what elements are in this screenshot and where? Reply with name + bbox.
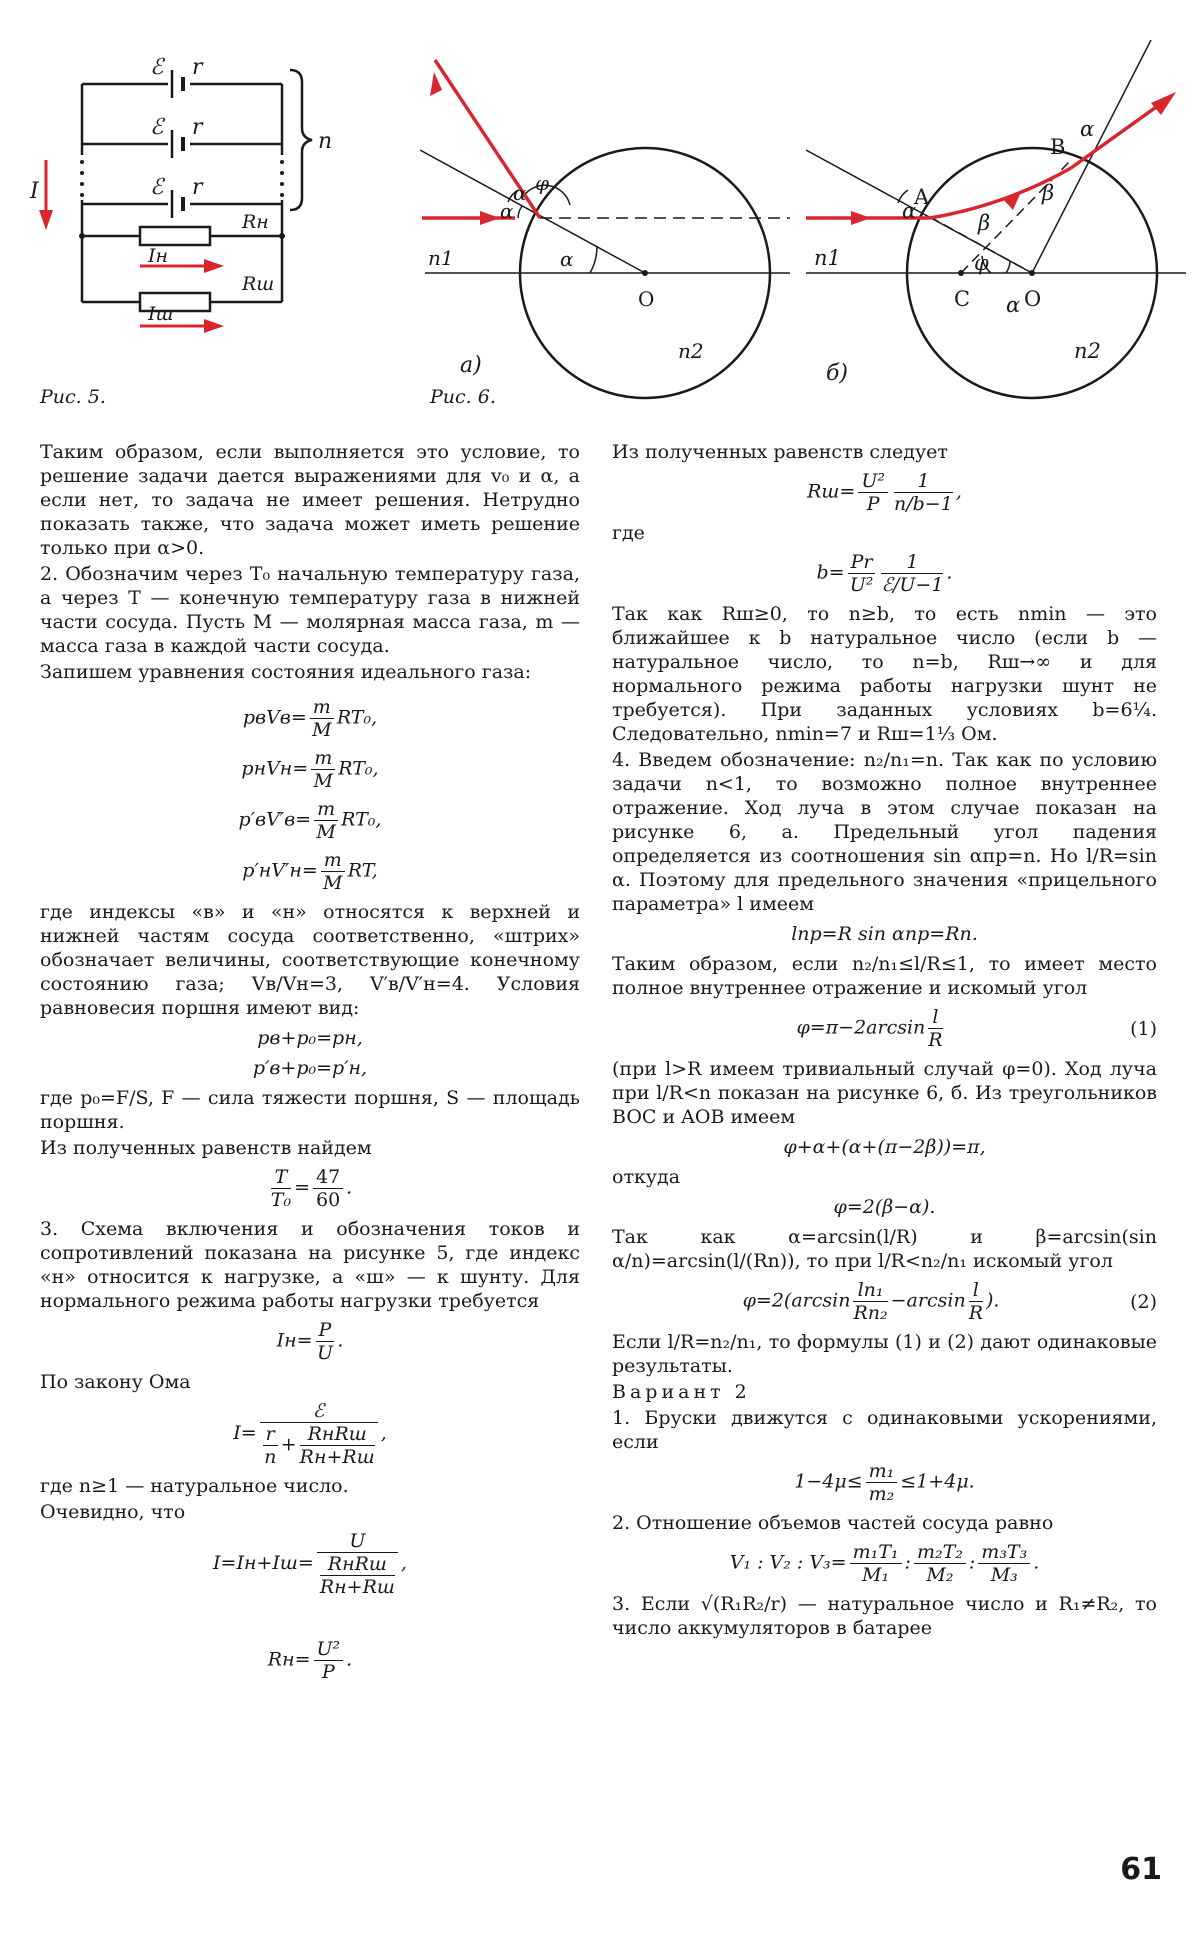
figure-5-circuit: [20, 20, 400, 440]
eq-state-4: p′нV′н= $\frac{m}{M}$ RT,: [242, 849, 378, 894]
beta-label-1: β: [978, 211, 991, 235]
figure-6b-refraction: [806, 40, 1186, 420]
beta-label-2: β: [1042, 181, 1055, 205]
eq-state-3: p′вV′в= $\frac{m}{M}$ RT₀,: [238, 798, 382, 843]
eq-l-limit: lпр=R sin αпр=Rn.: [791, 923, 978, 945]
eq-Rn: Rн= $\frac{\text{U²}}{P}$ .: [267, 1638, 353, 1683]
left-column: [40, 440, 580, 1689]
eq-phi: φ=2(β−α).: [833, 1196, 936, 1218]
eq-current-sum: I=Iн+Iш= $\frac{U}{\frac{\text{RнRш}}{Rн+Rш}}$ ,: [213, 1530, 407, 1598]
B-label: B: [1050, 135, 1066, 159]
alpha-label-b2: α: [1080, 117, 1095, 141]
emf-label-3: ℰ: [150, 175, 164, 200]
figure-6a-refraction: [420, 40, 790, 420]
left-p2: 2. Обозначим через T₀ начальную температуру газа, а через T — конечную температуру газа в нижней части сосуда. Пусть M — молярная масса газа, m — масса газа в каждой части сосуда.: [40, 563, 580, 657]
fig6b-label: б): [826, 361, 849, 386]
Rn-label: Rн: [242, 211, 269, 233]
eq-Rsh: Rш= $\frac{\text{U²}}{P}$ $\frac{1}{n/b-1}$ ,: [807, 470, 962, 515]
emf-label-1: ℰ: [150, 55, 164, 80]
left-p5: где p₀=F/S, F — сила тяжести поршня, S — площадь поршня.: [40, 1087, 580, 1133]
current-I-label: I: [30, 179, 39, 204]
eq-ohm: I= ℰ $\frac{r}{n}$ + $\frac{\text{RнRш}}{Rн+Rш}$ ,: [233, 1400, 387, 1468]
n2-label: n2: [678, 339, 704, 363]
fig6a-label: а): [460, 353, 482, 378]
eq-mass-ratio: 1−4μ≤ $\frac{\text{m₁}}{\text{m₂}}$ ≤1+4μ.: [794, 1460, 975, 1505]
right-p3: Так как Rш≥0, то n≥b, то есть nmin — это ближайшее к b натуральное число (если b — натуральное число, то n=b, Rш→∞ и для нормального режима работы нагрузки шунт не требуется). При заданных условиях b=6¼. Следовательно, nmin=7 и Rш=1⅓ Ом.: [612, 603, 1157, 745]
right-p8: Так как α=arcsin(l/R) и β=arcsin(sin α/n)=arcsin(l/(Rn)), то при l/R<n₂/n₁ искомый угол: [612, 1226, 1157, 1272]
right-p1: Из полученных равенств следует: [612, 441, 948, 463]
left-p7: 3. Схема включения и обозначения токов и сопротивлений показана на рисунке 5, где индекс «н» относится к нагрузке, а «ш» — к шунту. Для нормального режима работы нагрузки требуется: [40, 1218, 580, 1312]
left-p3: Запишем уравнения состояния идеального газа:: [40, 661, 532, 683]
figure-5-caption: Рис. 5.: [40, 386, 106, 408]
eq-balance-1: pв+p₀=pн,: [257, 1027, 363, 1049]
right-p2: где: [612, 522, 645, 544]
right-p9: Если l/R=n₂/n₁, то формулы (1) и (2) дают одинаковые результаты.: [612, 1331, 1157, 1377]
n-label: n: [318, 129, 333, 154]
Rsh-label: Rш: [242, 273, 275, 295]
eq-volume-ratio: V₁ : V₂ : V₃= $\frac{\text{m₁T₁}}{\text{M₁}}$ : $\frac{\text{m₂T₂}}{\text{M₂}}$ : $\frac{\text{m₃T₃}}{\text{M₃}}$ .: [729, 1541, 1040, 1586]
right-p12: 3. Если √(R₁R₂/r) — натуральное число и R₁≠R₂, то число аккумуляторов в батарее: [612, 1593, 1157, 1639]
left-p6: Из полученных равенств найдем: [40, 1137, 372, 1159]
alpha-label-3: α: [500, 199, 514, 223]
eq-triangle: φ+α+(α+(π−2β))=π,: [783, 1136, 986, 1158]
r-label-1: r: [192, 55, 203, 80]
page-number: 61: [1120, 1852, 1162, 1887]
left-p10: Очевидно, что: [40, 1501, 186, 1523]
left-p9: где n≥1 — натуральное число.: [40, 1475, 349, 1497]
eq-balance-2: p′в+p₀=p′н,: [252, 1057, 368, 1079]
right-p10: 1. Бруски движутся с одинаковыми ускорениями, если: [612, 1407, 1157, 1453]
alpha-label-b3: α: [1006, 293, 1021, 317]
left-p1: Таким образом, если выполняется это условие, то решение задачи дается выражениями для v₀ и α, а если нет, то задача не имеет решения. Нетрудно показать также, что задача может иметь решение только при α>0.: [40, 441, 580, 559]
right-column: [612, 440, 1157, 1642]
alpha-label-1: α: [560, 247, 574, 271]
r-label-3: r: [192, 175, 203, 200]
A-label: A: [914, 185, 930, 209]
right-p11: 2. Отношение объемов частей сосуда равно: [612, 1512, 1054, 1534]
eq-temp-ratio: $\frac{T}{\text{T₀}}$ = $\frac{47}{60}$ .: [270, 1166, 353, 1211]
right-p5: Таким образом, если n₂/n₁≤l/R≤1, то имеет место полное внутреннее отражение и искомый угол: [612, 953, 1157, 999]
n1-label-b: n1: [814, 246, 841, 270]
eq-state-1: pвVв= $\frac{m}{M}$ RT₀,: [242, 696, 378, 741]
phi-label: φ: [535, 171, 550, 195]
O-label: O: [638, 287, 655, 311]
right-p4: 4. Введем обозначение: n₂/n₁=n. Так как по условию задачи n<1, то возможно полное внутреннее отражение. Ход луча в этом случае показан на рисунке 6, а. Предельный угол падения определяется из соотношения sin αпр=n. Но l/R=sin α. Поэтому для предельного значения «прицельного параметра» l имеем: [612, 749, 1157, 915]
eq-b: b= $\frac{Pr}{\text{U²}}$ $\frac{1}{\text{ℰ/U−1}}$ .: [816, 551, 953, 596]
variant-heading: Вариант 2: [612, 1381, 751, 1403]
Ish-label: Iш: [148, 303, 174, 325]
left-p4: где индексы «в» и «н» относятся к верхней и нижней частям сосуда соответственно, «штрих» обозначает величины, соответствующие конечному состоянию газа; Vв/Vн=3, V′в/V′н=4. Условия равновесия поршня имеют вид:: [40, 901, 580, 1019]
alpha-label-2: α: [513, 181, 527, 205]
eq-In: Iн= $\frac{P}{U}$ .: [276, 1319, 344, 1364]
C-label: C: [954, 287, 971, 311]
left-p8: По закону Ома: [40, 1371, 191, 1393]
emf-label-2: ℰ: [150, 115, 164, 140]
eq-formula-2: φ=2(arcsin $\frac{\text{ln₁}}{\text{Rn₂}}$ −arcsin $\frac{l}{R}$ ). (2): [742, 1279, 1157, 1324]
eq-state-2: pнVн= $\frac{m}{M}$ RT₀,: [241, 747, 379, 792]
n1-label: n1: [428, 246, 454, 270]
In-label: Iн: [148, 245, 169, 267]
right-p7: откуда: [612, 1166, 681, 1188]
figure-6-caption: Рис. 6.: [430, 386, 496, 408]
alpha-label-b1: α: [902, 199, 917, 223]
right-p6: (при l>R имеем тривиальный случай φ=0). Ход луча при l/R<n показан на рисунке 6, б. Из треугольников BOC и AOB имеем: [612, 1058, 1157, 1128]
eq-formula-1: φ=π−2arcsin $\frac{l}{R}$ (1): [796, 1006, 1157, 1051]
n2-label-b: n2: [1074, 339, 1101, 363]
O-label-b: O: [1024, 287, 1042, 311]
r-label-2: r: [192, 115, 203, 140]
phi-label-b: φ: [974, 251, 989, 275]
